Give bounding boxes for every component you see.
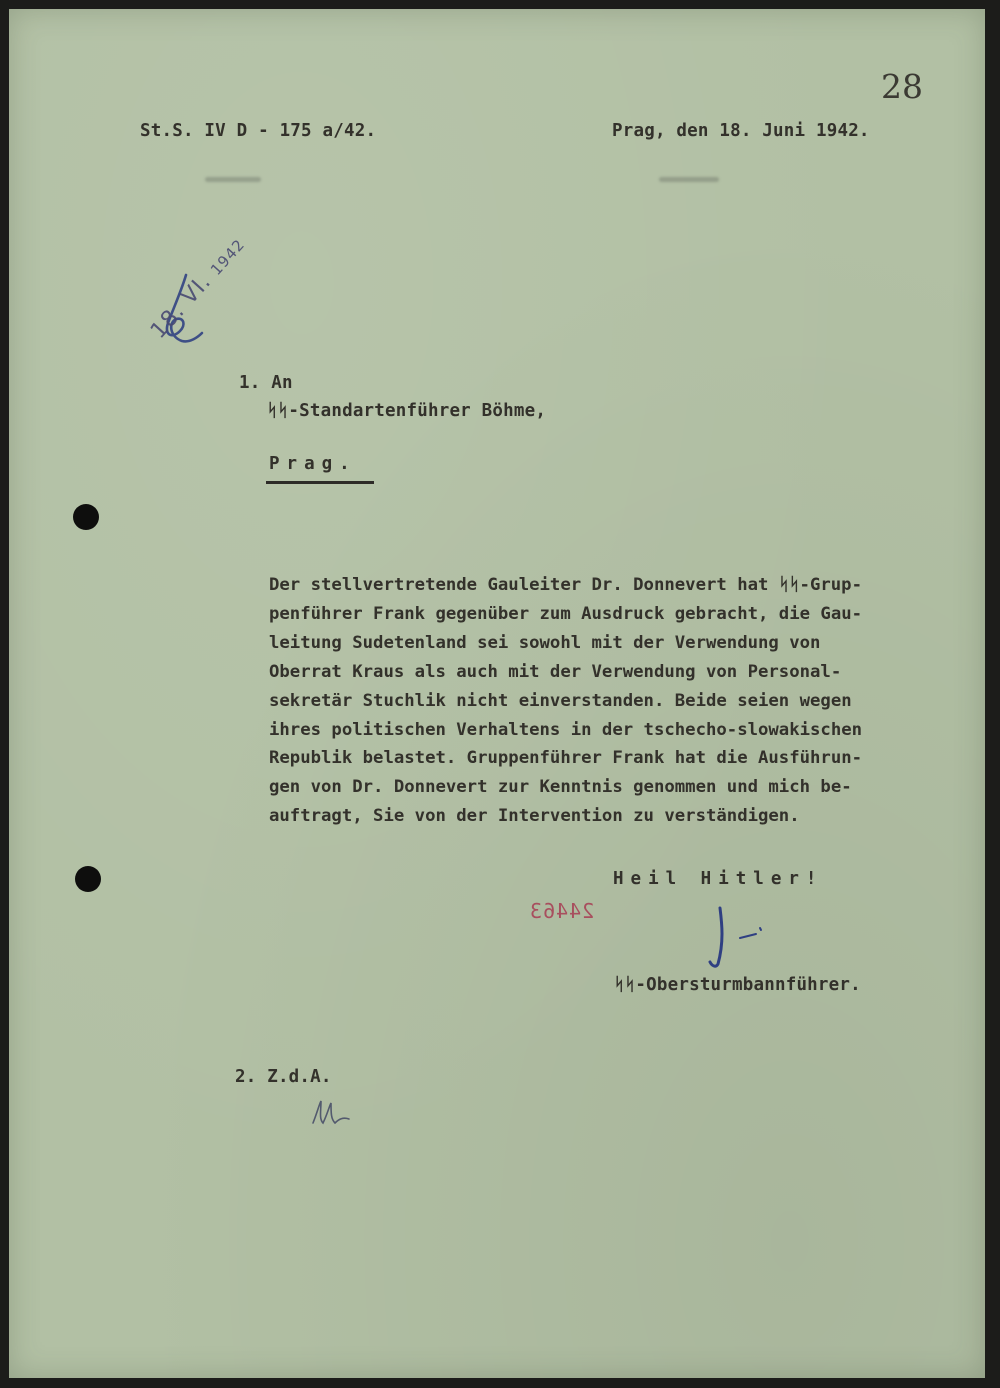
page-number: 28 — [881, 67, 923, 106]
body-line: Republik belastet. Gruppenführer Frank hat die Ausführun- — [269, 748, 863, 769]
punch-hole — [75, 866, 101, 892]
punch-hole — [73, 504, 99, 530]
body-line: gen von Dr. Donnevert zur Kenntnis genommen und mich be- — [269, 777, 852, 798]
city-underline — [266, 481, 374, 484]
filing-note: 2. Z.d.A. — [235, 1067, 332, 1087]
handwritten-initials — [309, 1093, 359, 1133]
stamp-year: 1942 — [206, 235, 249, 279]
receipt-date-stamp — [144, 235, 284, 417]
handwritten-signature — [704, 904, 774, 974]
signatory-rank: ᛋᛋ-Obersturmbannführer. — [614, 975, 861, 995]
body-line: leitung Sudetenland sei sowohl mit der Verwendung von — [269, 632, 821, 653]
body-line: Der stellvertretende Gauleiter Dr. Donnevert hat ᛋᛋ-Grup- — [269, 575, 862, 595]
recipient-name: ᛋᛋ-Standartenführer Böhme, — [267, 401, 547, 421]
stamp-day-month: 18. VI. — [146, 269, 217, 344]
registry-number: 24463 — [529, 899, 595, 923]
document-page — [9, 9, 985, 1378]
body-line: penführer Frank gegenüber zum Ausdruck gebracht, die Gau- — [269, 603, 863, 624]
letter-body — [269, 571, 959, 831]
body-line: auftragt, Sie von der Intervention zu verständigen. — [269, 806, 800, 827]
reference-number: St.S. IV D - 175 a/42. — [140, 121, 377, 141]
closing-greeting: Heil Hitler! — [613, 869, 824, 889]
ink-smudge — [205, 177, 261, 182]
date-line: Prag, den 18. Juni 1942. — [612, 121, 870, 141]
address-heading: 1. An — [239, 373, 293, 393]
ink-smudge — [659, 177, 719, 182]
body-line: ihres politischen Verhaltens in der tschecho-slowakischen — [269, 719, 863, 740]
body-line: Oberrat Kraus als auch mit der Verwendung von Personal- — [269, 661, 842, 682]
body-line: sekretär Stuchlik nicht einverstanden. Beide seien wegen — [269, 690, 852, 711]
recipient-city: Prag. — [269, 454, 357, 474]
